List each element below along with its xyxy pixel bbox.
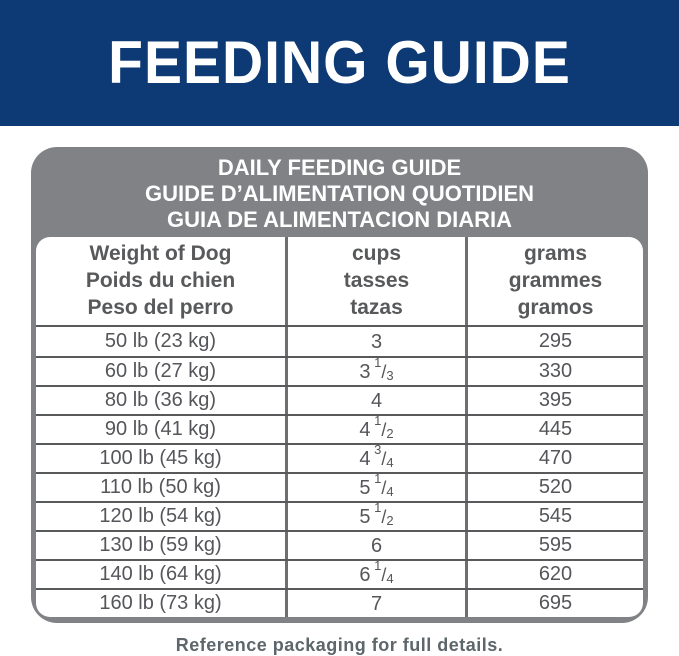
- column-header-cups: cups tasses tazas: [285, 237, 465, 325]
- grams-cell: 445: [465, 416, 643, 443]
- cups-cell: 4: [285, 387, 465, 414]
- table-row: [36, 356, 643, 385]
- table-row: [36, 414, 643, 443]
- weight-cell: 160 lb (73 kg): [99, 592, 222, 614]
- weight-cell: 110 lb (50 kg): [100, 476, 221, 498]
- grams-cell: 330: [465, 358, 643, 385]
- panel-header-line-es: GUIA DE ALIMENTACION DIARIA: [166, 207, 513, 232]
- table-row: [36, 559, 643, 588]
- cups-cell: 5 $^1$/4: [285, 474, 465, 501]
- table-body: [36, 327, 643, 617]
- weight-cell: 50 lb (23 kg): [104, 330, 217, 352]
- cups-cell: 3 $^1$/3: [285, 358, 465, 385]
- grams-cell: 695: [465, 590, 643, 617]
- feeding-guide-banner: [0, 0, 679, 126]
- table-row: [36, 530, 643, 559]
- cups-cell: 4 $^3$/4: [285, 445, 465, 472]
- weight-cell: 90 lb (41 kg): [104, 418, 217, 440]
- grams-cell: 295: [465, 327, 643, 356]
- cups-cell: 4 $^1$/2: [285, 416, 465, 443]
- weight-cell: 80 lb (36 kg): [104, 389, 217, 411]
- table-row: [36, 327, 643, 356]
- cups-cell: 6 $^1$/4: [285, 561, 465, 588]
- weight-cell: 140 lb (64 kg): [99, 563, 222, 585]
- panel-header-line-fr: GUIDE D’ALIMENTATION QUOTIDIEN: [144, 181, 535, 206]
- table-row: [36, 588, 643, 617]
- grams-cell: 395: [465, 387, 643, 414]
- daily-feeding-guide-panel: [31, 147, 648, 623]
- feeding-table: [36, 237, 643, 617]
- cups-cell: 5 $^1$/2: [285, 503, 465, 530]
- page-title: FEEDING GUIDE: [108, 29, 571, 97]
- table-row: [36, 385, 643, 414]
- panel-header-line-en: DAILY FEEDING GUIDE: [217, 155, 462, 180]
- grams-cell: 470: [465, 445, 643, 472]
- column-header-weight: Weight of Dog Poids du chien Peso del perro: [85, 242, 236, 319]
- weight-cell: 120 lb (54 kg): [99, 505, 222, 527]
- weight-cell: 60 lb (27 kg): [104, 360, 217, 382]
- table-row: [36, 472, 643, 501]
- grams-cell: 595: [465, 532, 643, 559]
- cups-cell: 7: [285, 590, 465, 617]
- footer-note: Reference packaging for full details.: [175, 635, 504, 655]
- grams-cell: 520: [465, 474, 643, 501]
- table-row: [36, 501, 643, 530]
- grams-cell: 545: [465, 503, 643, 530]
- column-header-grams: grams grammes gramos: [465, 237, 643, 325]
- table-header-row: [36, 237, 643, 327]
- cups-cell: 3: [285, 327, 465, 356]
- grams-cell: 620: [465, 561, 643, 588]
- weight-cell: 130 lb (59 kg): [99, 534, 222, 556]
- table-row: [36, 443, 643, 472]
- weight-cell: 100 lb (45 kg): [99, 447, 222, 469]
- cups-cell: 6: [285, 532, 465, 559]
- panel-header: [36, 153, 643, 237]
